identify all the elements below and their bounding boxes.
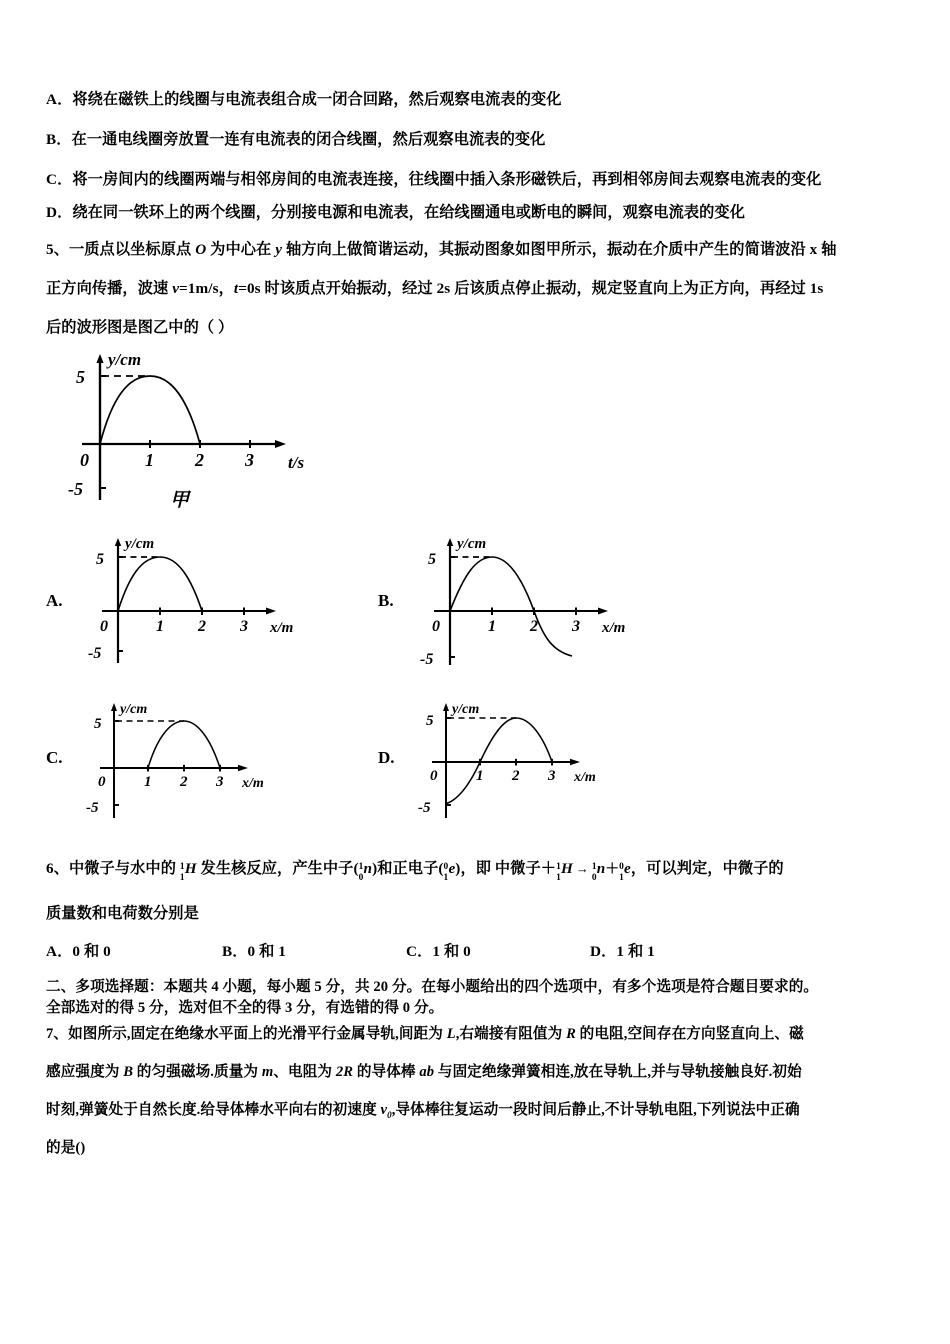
q5-option-d-letter: D.	[378, 748, 395, 767]
q5-stem-line1-part2: 为中心在	[206, 241, 276, 258]
q7-var-L: L	[446, 1026, 456, 1042]
data-curve	[118, 557, 202, 611]
chart-option-d	[412, 700, 652, 825]
x-axis-arrow	[570, 759, 580, 765]
xlabel-1: 1	[156, 618, 164, 635]
q7-line3-part2: ,导体棒往复运动一段时间后静止,不计导轨电阻,下列说法中正确	[391, 1102, 800, 1118]
nuclide-neutron-2-mass: 1	[591, 862, 597, 873]
data-curve	[445, 718, 552, 804]
xlabel-0: 0	[430, 768, 438, 784]
nuclide-positron-1-charge: 1	[443, 873, 449, 884]
ylabel-neg5: -5	[86, 800, 99, 816]
q4-option-d-text: 绕在同一铁环上的两个线圈，分别接电源和电流表，在给线圈通电或断电的瞬间，观察电流表的变化	[72, 204, 746, 221]
q6-option-a-text: 0 和 0	[72, 943, 111, 960]
reaction-plus: ＋	[605, 861, 620, 876]
q5-stem-line2-part3: =0s 时该质点开始振动，经过 2s 后该质点停止振动，规定竖直向上为正方向，再经过 1s	[238, 280, 824, 297]
nuclide-neutron-1-symbol: n	[363, 860, 373, 877]
ylabel-neg5: -5	[88, 645, 102, 662]
q5-option-c-letter: C.	[46, 748, 63, 767]
q7-var-2R: 2R	[335, 1064, 354, 1080]
nuclide-positron-2-charge: 1	[619, 873, 624, 884]
nuclide-hydrogen-mass: 1	[179, 862, 185, 873]
x-axis-title: x/m	[270, 620, 294, 636]
ylabel-neg5: -5	[420, 651, 434, 668]
x-axis-title: x/m	[602, 620, 626, 636]
y-axis-title: y/cm	[125, 536, 155, 552]
q7-line2-part1: 感应强度为	[46, 1064, 124, 1080]
xlabel-2: 2	[530, 618, 538, 635]
q6-option-b-text: 0 和 1	[247, 943, 286, 960]
q5-var-y: y	[275, 241, 283, 258]
y-axis-arrow	[111, 703, 117, 711]
q7-var-ab: ab	[419, 1064, 435, 1080]
q6-text-part3: )和正电子(	[372, 860, 444, 877]
q7-line2-part5: 与固定绝缘弹簧相连,放在导轨上,并与导轨接触良好.初始	[434, 1064, 802, 1080]
q6-option-d-letter: D．	[590, 943, 617, 960]
q7-var-B: B	[123, 1064, 134, 1080]
xlabel-2: 2	[512, 768, 520, 784]
q6-option-d-text: 1 和 1	[616, 943, 655, 960]
q6-option-a	[46, 944, 111, 961]
xlabel-3: 3	[216, 774, 224, 790]
nuclide-hydrogen	[179, 860, 197, 884]
ylabel-neg5: -5	[418, 800, 431, 816]
q4-option-b-letter: B．	[46, 131, 72, 148]
xlabel-0: 0	[100, 618, 108, 635]
x-axis-arrow	[598, 608, 608, 615]
q5-var-t: t	[233, 280, 239, 297]
xlabel-2: 2	[180, 774, 188, 790]
nuclide-hydrogen-symbol: H	[184, 860, 197, 877]
nuclide-neutron-2-charge: 0	[591, 873, 597, 884]
q4-option-b-text: 在一通电线圈旁放置一连有电流表的闭合线圈，然后观察电流表的变化	[71, 131, 546, 148]
q7-line3-part1: 时刻,弹簧处于自然长度.给导体棒水平向右的初速度	[46, 1102, 381, 1118]
ylabel-5: 5	[94, 716, 102, 732]
chart-option-a-svg	[80, 533, 340, 673]
q6-option-c	[406, 944, 471, 961]
q4-option-c	[46, 172, 821, 189]
q4-option-c-letter: C．	[46, 171, 73, 188]
x-axis-title: x/m	[574, 770, 596, 785]
q7-var-R: R	[566, 1026, 576, 1042]
ylabel-5: 5	[96, 551, 104, 568]
q6-text-part1: 6、中微子与水中的	[46, 860, 180, 877]
q5-var-O: O	[195, 241, 207, 258]
section2-line1: 二、多项选择题：本题共 4 小题，每小题 5 分，共 20 分。在每小题给出的四个选项中，有多个选项是符合题目要求的。	[46, 979, 819, 995]
q6-option-c-text: 1 和 0	[432, 943, 471, 960]
chart-option-d-svg	[412, 700, 652, 825]
data-curve	[450, 557, 572, 656]
q7-line1-part3: 的电阻,空间存在方向竖直向上、磁	[575, 1026, 804, 1042]
nuclide-positron-1-mass: 0	[443, 862, 449, 873]
y-axis-title: y/cm	[120, 702, 148, 717]
ylabel-5: 5	[428, 551, 436, 568]
q5-stem-line2	[46, 281, 823, 298]
nuclide-hydrogen-2-mass: 1	[556, 862, 561, 873]
q7-stem-line3	[46, 1102, 800, 1121]
nuclide-neutron-1-charge: 0	[358, 873, 364, 884]
xlabel-0: 0	[432, 618, 440, 635]
q5-option-b-letter: B.	[378, 591, 394, 610]
nuclide-positron-2-symbol: e	[624, 860, 631, 877]
q6-option-b	[222, 944, 286, 961]
q4-option-a-letter: A．	[46, 91, 73, 108]
ylabel-5: 5	[76, 367, 85, 387]
q5-stem-line1-part1: 5、一质点以坐标原点	[46, 241, 196, 258]
chart-option-b	[412, 533, 672, 678]
q6-option-c-letter: C．	[406, 943, 433, 960]
xlabel-1: 1	[145, 450, 154, 470]
y-axis-arrow	[443, 703, 449, 711]
q6-option-a-letter: A．	[46, 943, 73, 960]
nuclide-neutron-2	[591, 860, 606, 884]
y-axis-arrow	[115, 538, 121, 546]
q4-option-d-letter: D．	[46, 204, 73, 221]
q7-stem-line4: 的是()	[46, 1140, 86, 1156]
x-axis-arrow	[266, 608, 276, 615]
q4-option-c-text: 将一房间内的线圈两端与相邻房间的电流表连接，往线圈中插入条形磁铁后，再到相邻房间去观察电流表的变化	[72, 171, 822, 188]
nuclide-hydrogen-2-charge: 1	[556, 873, 561, 884]
chart-option-b-svg	[412, 533, 672, 678]
q7-line1-part1: 7、如图所示,固定在绝缘水平面上的光滑平行金属导轨,间距为	[46, 1026, 447, 1042]
section2-line2: 全部选对的得 5 分，选对但不全的得 3 分，有选错的得 0 分。	[46, 1000, 444, 1016]
nuclide-positron-2	[619, 860, 631, 884]
q7-stem-line2	[46, 1064, 802, 1080]
nuclide-hydrogen-2	[556, 860, 573, 884]
data-curve	[100, 376, 200, 444]
xlabel-2: 2	[198, 618, 206, 635]
xlabel-1: 1	[144, 774, 152, 790]
q6-text-part4: )，即 中微子＋	[455, 860, 557, 877]
x-axis-arrow	[275, 440, 286, 448]
q7-var-v0-base: v	[380, 1102, 388, 1118]
nuclide-neutron-1-mass: 1	[358, 862, 364, 873]
chart-option-c-svg	[80, 700, 320, 825]
xlabel-3: 3	[548, 768, 556, 784]
nuclide-positron-1	[443, 860, 456, 884]
y-axis-arrow	[96, 354, 103, 363]
reaction-arrow: →	[575, 861, 589, 876]
q6-stem-line1	[46, 860, 784, 884]
nuclide-neutron-1	[358, 860, 373, 884]
xlabel-3: 3	[572, 618, 580, 635]
y-axis-arrow	[447, 538, 453, 546]
q5-var-v: v	[172, 280, 180, 297]
q5-stem-line1-part3: 轴方向上做简谐运动，其振动图象如图甲所示，振动在介质中产生的简谐波沿 x 轴	[282, 241, 837, 258]
q4-option-b	[46, 132, 545, 149]
q7-line2-part3: 、电阻为	[273, 1064, 336, 1080]
q7-stem-line1	[46, 1026, 804, 1042]
x-axis-title: x/m	[242, 776, 264, 791]
q5-stem-line1	[46, 242, 837, 259]
q7-var-v0	[381, 1102, 392, 1118]
ylabel-neg5: -5	[68, 479, 83, 499]
xlabel-1: 1	[476, 768, 484, 784]
x-axis-title: t/s	[288, 453, 305, 472]
nuclide-hydrogen-charge: 1	[179, 873, 185, 884]
q7-line2-part4: 的导体棒	[353, 1064, 420, 1080]
nuclide-positron-2-mass: 0	[619, 862, 624, 873]
xlabel-0: 0	[98, 774, 106, 790]
nuclide-positron-1-symbol: e	[448, 860, 456, 877]
q6-text-part2: 发生核反应，产生中子(	[196, 860, 359, 877]
q6-option-d	[590, 944, 655, 961]
data-curve	[148, 721, 220, 768]
q4-option-d	[46, 205, 745, 222]
q5-option-a-letter: A.	[46, 591, 63, 610]
q6-text-part5: ，可以判定，中微子的	[630, 860, 784, 877]
q5-stem-line3: 后的波形图是图乙中的（ ）	[46, 319, 234, 336]
xlabel-1: 1	[488, 618, 496, 635]
q6-option-b-letter: B．	[222, 943, 248, 960]
q5-stem-line2-part1: 正方向传播，波速	[46, 280, 173, 297]
chart-jia-svg	[60, 348, 360, 513]
xlabel-3: 3	[245, 450, 254, 470]
q7-line2-part2: 的匀强磁场.质量为	[133, 1064, 262, 1080]
q6-stem-line2: 质量数和电荷数分别是	[46, 905, 199, 922]
nuclide-hydrogen-2-symbol: H	[560, 860, 573, 877]
chart-option-c	[80, 700, 320, 825]
chart-option-a	[80, 533, 340, 673]
ylabel-5: 5	[426, 713, 434, 729]
y-axis-title: y/cm	[457, 536, 487, 552]
q7-line1-part2: ,右端接有阻值为	[455, 1026, 567, 1042]
q5-stem-line2-part2: =1m/s，	[179, 280, 234, 297]
q4-option-a-text: 将绕在磁铁上的线圈与电流表组合成一闭合回路，然后观察电流表的变化	[72, 91, 562, 108]
q4-option-a	[46, 92, 562, 109]
xlabel-0: 0	[80, 450, 89, 470]
xlabel-3: 3	[240, 618, 248, 635]
q7-var-v0-sub: 0	[387, 1109, 392, 1120]
nuclide-neutron-2-symbol: n	[596, 860, 606, 877]
y-axis-title: y/cm	[108, 350, 142, 369]
xlabel-2: 2	[195, 450, 204, 470]
y-axis-title: y/cm	[452, 702, 480, 717]
q7-var-m: m	[261, 1064, 274, 1080]
x-axis-arrow	[238, 765, 248, 771]
chart-jia-caption: 甲	[170, 490, 190, 511]
chart-jia	[60, 348, 360, 513]
